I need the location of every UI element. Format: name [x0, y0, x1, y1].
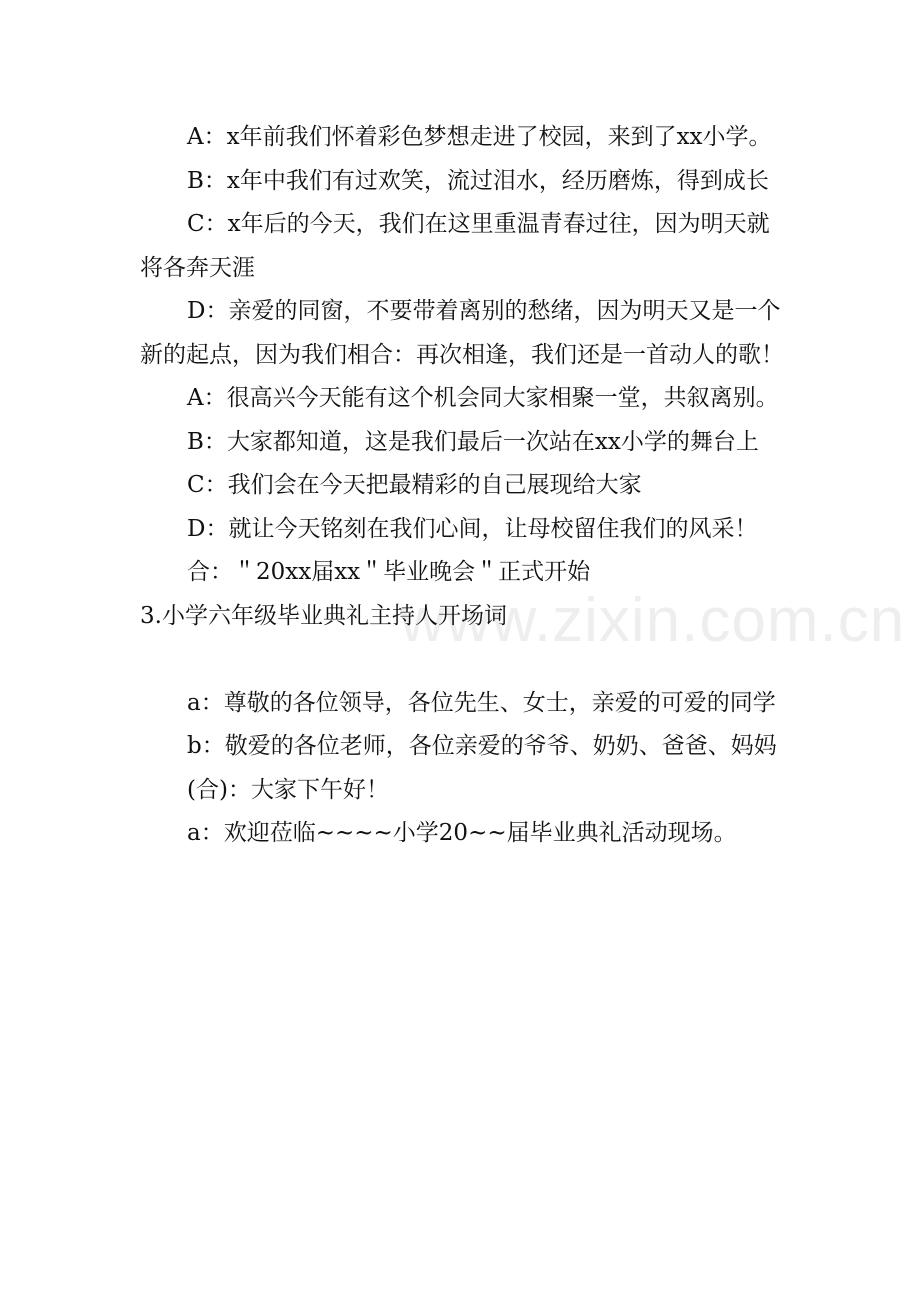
section-heading: 3.小学六年级毕业典礼主持人开场词: [140, 602, 507, 629]
dialogue-line-b-2: B：大家都知道，这是我们最后一次站在xx小学的舞台上: [187, 428, 759, 455]
dialogue-line-a-1: A：x年前我们怀着彩色梦想走进了校园，来到了xx小学。: [187, 124, 772, 150]
dialogue-line-d-2: D：就让今天铭刻在我们心间，让母校留住我们的风采！: [187, 515, 758, 542]
section-line-a-1: a：尊敬的各位领导，各位先生、女士，亲爱的可爱的同学: [187, 689, 776, 716]
dialogue-line-a-2: A：很高兴今天能有这个机会同大家相聚一堂，共叙离别。: [187, 385, 779, 411]
section-line-b-1: b：敬爱的各位老师，各位亲爱的爷爷、奶奶、爸爸、妈妈: [187, 733, 777, 759]
dialogue-line-b-1: B：x年中我们有过欢笑，流过泪水，经历磨炼，得到成长: [187, 167, 769, 194]
dialogue-line-c-1: C：x年后的今天，我们在这里重温青春过往，因为明天就将各奔天涯: [140, 211, 770, 281]
dialogue-line-d-1: D：亲爱的同窗，不要带着离别的愁绪，因为明天又是一个新的起点，因为我们相合：再次相逢，我们还是一首动人的歌！: [140, 298, 784, 368]
section-line-together: (合)：大家下午好！: [187, 776, 389, 803]
section-line-a-2: a：欢迎莅临~~~~小学20~~届毕业典礼活动现场。: [187, 820, 737, 846]
document-body: [140, 116, 790, 856]
dialogue-line-c-2: C：我们会在今天把最精彩的自己展现给大家: [187, 472, 642, 498]
blank-line: [140, 638, 790, 682]
dialogue-line-together: 合：＂20xx届xx＂毕业晚会＂正式开始: [187, 559, 591, 585]
watermark: www.zixin.com.cn: [400, 586, 906, 655]
